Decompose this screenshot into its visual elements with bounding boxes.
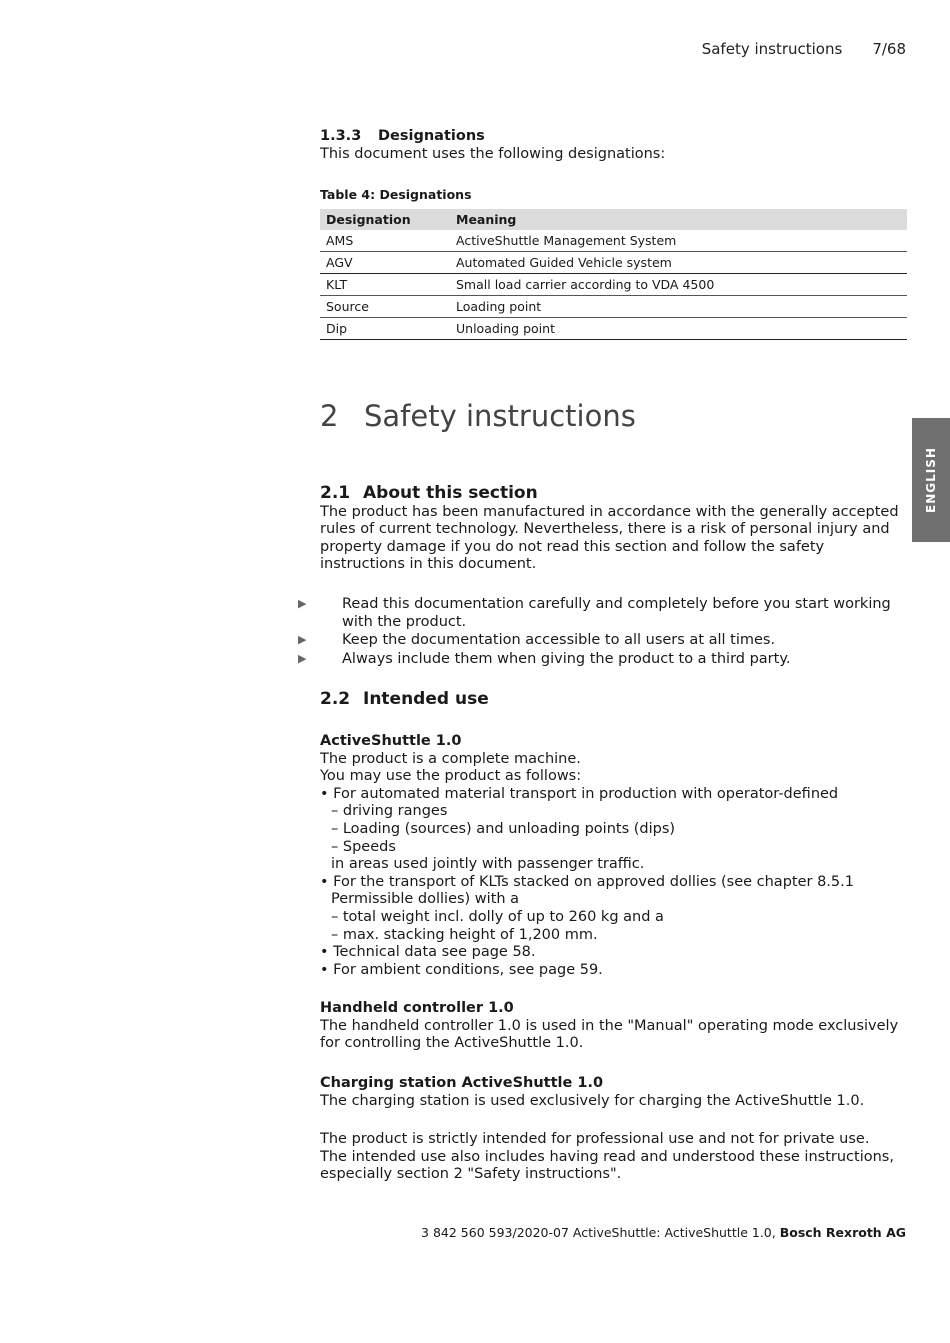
- table-caption: Table 4: Designations: [320, 187, 472, 202]
- table-cell: Dip: [320, 318, 450, 340]
- list-item-text: Always include them when giving the product to a third party.: [342, 650, 791, 667]
- list-item: • Technical data see page 58.: [320, 944, 536, 961]
- table-header-row: [320, 209, 907, 230]
- paragraph: The product is strictly intended for professional use and not for private use.: [320, 1131, 870, 1147]
- table-cell: KLT: [320, 274, 450, 296]
- triangle-bullet-icon: ▶: [298, 633, 307, 647]
- table-cell: Loading point: [450, 296, 907, 318]
- section-heading: [320, 128, 908, 146]
- table-row: [320, 274, 907, 296]
- page-number: 7/68: [872, 40, 906, 58]
- chapter-heading: [320, 399, 908, 433]
- footer-company: Bosch Rexroth AG: [779, 1225, 906, 1240]
- list-item: [298, 631, 908, 650]
- table-cell: ActiveShuttle Management System: [450, 230, 907, 252]
- paragraph: The handheld controller 1.0 is used in the "Manual" operating mode exclusively for controlling the ActiveShuttle 1.0.: [320, 1017, 899, 1052]
- list-item: [298, 650, 908, 669]
- table-row: [320, 252, 907, 274]
- list-item-text: Read this documentation carefully and completely before you start working with the product.: [342, 595, 891, 630]
- table-cell: AGV: [320, 252, 450, 274]
- activeshuttle-block: [320, 733, 908, 979]
- footer-text: 3 842 560 593/2020-07 ActiveShuttle: ActiveShuttle 1.0,: [421, 1225, 780, 1240]
- section-number: 1.3.3: [320, 128, 362, 144]
- table-row: [320, 230, 907, 252]
- subheading: Handheld controller 1.0: [320, 1000, 514, 1016]
- section-2-1: [298, 483, 908, 668]
- table-cell: Source: [320, 296, 450, 318]
- list-item: [298, 595, 908, 631]
- list-item: • For automated material transport in production with operator-defined: [320, 785, 839, 802]
- list-item-text: Keep the documentation accessible to all users at all times.: [342, 632, 776, 649]
- list-item: • For the transport of KLTs stacked on approved dollies (see chapter 8.5.1 Permissible dollies) with a: [320, 873, 854, 908]
- sub-list-item: – total weight incl. dolly of up to 260 kg and a: [331, 908, 664, 925]
- chapter-number: 2: [320, 399, 339, 433]
- paragraph: The product is a complete machine.: [320, 750, 581, 767]
- table-row: [320, 296, 907, 318]
- designations-table: [320, 209, 907, 340]
- page-footer: [421, 1225, 906, 1240]
- paragraph: The product has been manufactured in accordance with the generally accepted rules of current technology. Nevertheless, there is a risk of personal injury and property damage if you do not read this section and follow the safety instructions in this document.: [320, 503, 899, 573]
- chapter-title: Safety instructions: [364, 399, 636, 433]
- section-number: 2.1: [320, 483, 351, 503]
- subheading: Charging station ActiveShuttle 1.0: [320, 1075, 604, 1091]
- header-title: Safety instructions: [701, 40, 843, 58]
- subheading: ActiveShuttle 1.0: [320, 733, 462, 749]
- table-row: [320, 318, 907, 340]
- column-header: Designation: [320, 209, 450, 230]
- section-title: Designations: [378, 128, 485, 144]
- section-heading: [320, 485, 908, 503]
- section-number: 2.2: [320, 689, 351, 709]
- triangle-bullet-icon: ▶: [298, 651, 307, 665]
- sub-list-item: – Loading (sources) and unloading points (dips): [331, 820, 676, 837]
- table-cell: Unloading point: [450, 318, 907, 340]
- designations-table-wrap: [320, 209, 908, 340]
- language-tab: [912, 418, 950, 542]
- sub-list-item: – driving ranges: [331, 803, 448, 820]
- table-cell: Automated Guided Vehicle system: [450, 252, 907, 274]
- list-item-continuation: in areas used jointly with passenger traffic.: [331, 856, 645, 873]
- closing-block: [320, 1131, 908, 1184]
- sub-list-item: – max. stacking height of 1,200 mm.: [331, 926, 598, 943]
- language-label: ENGLISH: [924, 447, 938, 513]
- triangle-bullet-icon: ▶: [298, 596, 307, 610]
- section-title: Intended use: [363, 689, 489, 709]
- paragraph: The charging station is used exclusively for charging the ActiveShuttle 1.0.: [320, 1092, 865, 1109]
- handheld-block: [320, 1000, 908, 1053]
- list-item: • For ambient conditions, see page 59.: [320, 961, 603, 978]
- sub-list-item: – Speeds: [331, 838, 396, 855]
- section-title: About this section: [363, 483, 538, 503]
- section-intro: This document uses the following designations:: [320, 145, 666, 162]
- table-cell: Small load carrier according to VDA 4500: [450, 274, 907, 296]
- paragraph: The intended use also includes having read and understood these instructions, especially section 2 "Safety instructions".: [320, 1148, 894, 1183]
- paragraph: You may use the product as follows:: [320, 768, 582, 785]
- page-header: [702, 40, 906, 58]
- column-header: Meaning: [450, 209, 907, 230]
- table-cell: AMS: [320, 230, 450, 252]
- charging-block: [320, 1075, 908, 1110]
- section-heading: [320, 691, 908, 709]
- section-1-3-3: [320, 128, 908, 163]
